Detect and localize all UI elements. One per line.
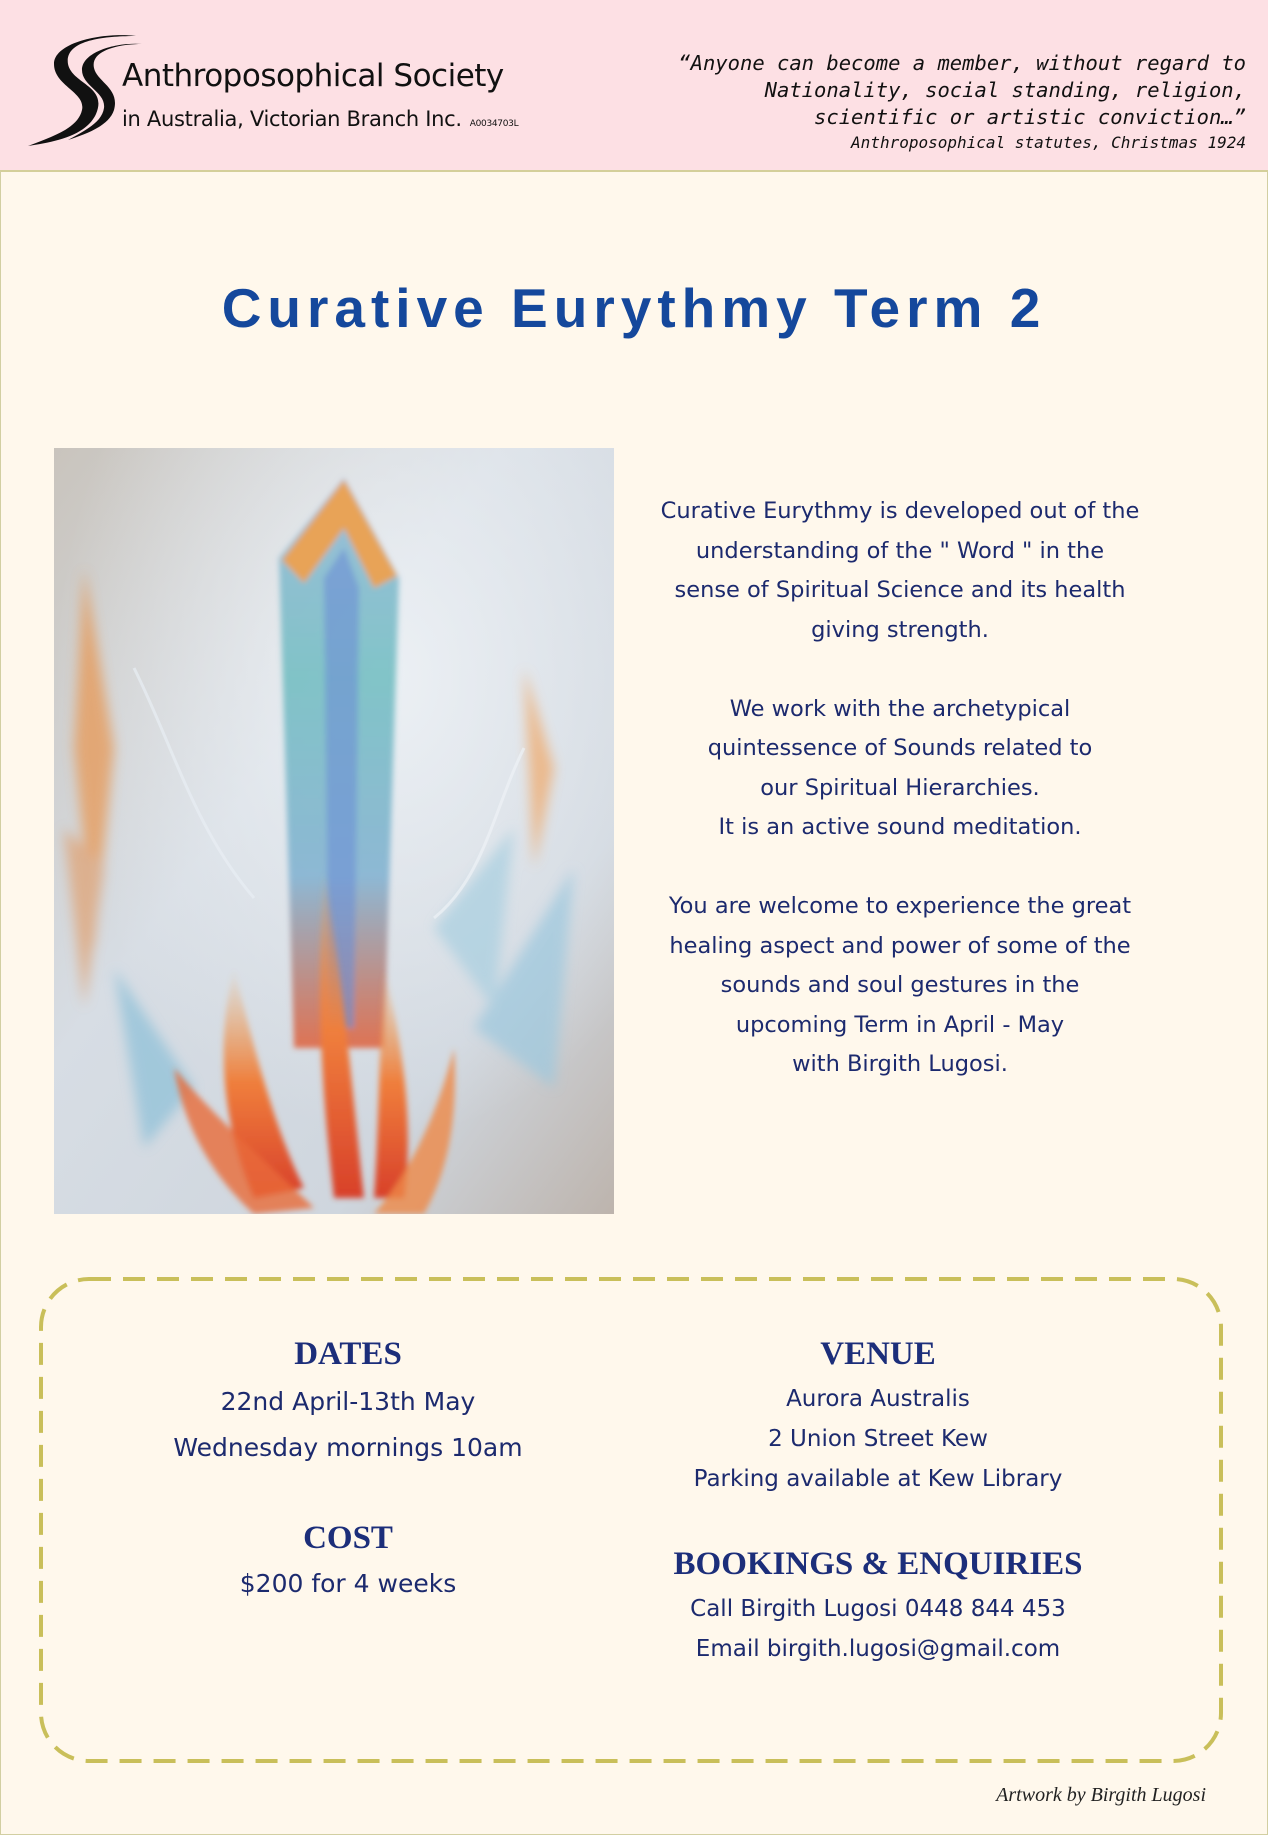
quote-line: Nationality, social standing, religion, bbox=[764, 78, 1246, 102]
org-registration: A0034703L bbox=[469, 119, 519, 129]
bookings-email[interactable]: Email birgith.lugosi@gmail.com bbox=[695, 1636, 1061, 1662]
page-title: Curative Eurythmy Term 2 bbox=[221, 277, 1047, 339]
venue-heading: VENUE bbox=[820, 1336, 936, 1372]
description-paragraph bbox=[640, 690, 1160, 848]
cost-section bbox=[118, 1520, 578, 1607]
membership-quote bbox=[546, 50, 1246, 154]
bookings-phone: Call Birgith Lugosi 0448 844 453 bbox=[690, 1596, 1066, 1622]
description bbox=[640, 492, 1160, 1085]
artwork-credit: Artwork by Birgith Lugosi bbox=[996, 1784, 1206, 1806]
venue-address: 2 Union Street Kew bbox=[768, 1426, 988, 1452]
dates-time: Wednesday mornings 10am bbox=[173, 1433, 523, 1462]
description-line: It is an active sound meditation. bbox=[718, 814, 1082, 840]
description-line: our Spiritual Hierarchies. bbox=[760, 774, 1040, 801]
description-paragraph bbox=[640, 492, 1160, 650]
description-line: Curative Eurythmy is developed out of the bbox=[660, 498, 1140, 524]
description-line: quintessence of Sounds related to bbox=[707, 735, 1093, 761]
venue-parking: Parking available at Kew Library bbox=[693, 1466, 1063, 1492]
venue-name: Aurora Australis bbox=[786, 1386, 970, 1412]
header-banner bbox=[0, 0, 1268, 170]
description-line: healing aspect and power of some of the bbox=[669, 932, 1131, 959]
description-line: You are welcome to experience the great bbox=[668, 893, 1132, 919]
bookings-section bbox=[618, 1546, 1138, 1669]
description-line: understanding of the " Word " in the bbox=[695, 537, 1105, 564]
dates-heading: DATES bbox=[294, 1336, 402, 1372]
dates-range: 22nd April-13th May bbox=[220, 1387, 476, 1416]
description-line: with Birgith Lugosi. bbox=[792, 1051, 1008, 1077]
description-line: We work with the archetypical bbox=[729, 695, 1071, 722]
org-name: Anthroposophical Society bbox=[122, 58, 504, 94]
dates-section bbox=[118, 1336, 578, 1471]
org-subtitle bbox=[122, 107, 518, 131]
bookings-heading: BOOKINGS & ENQUIRIES bbox=[673, 1546, 1083, 1582]
quote-line: “Anyone can become a member, without regard to bbox=[678, 51, 1246, 75]
venue-section bbox=[638, 1336, 1118, 1499]
description-line: upcoming Term in April - May bbox=[735, 1011, 1065, 1038]
artwork-painting bbox=[54, 448, 614, 1214]
org-sub-text: in Australia, Victorian Branch Inc. bbox=[122, 107, 462, 131]
quote-line: scientific or artistic conviction…” bbox=[814, 105, 1246, 129]
description-line: sense of Spiritual Science and its health bbox=[674, 577, 1126, 603]
cost-value: $200 for 4 weeks bbox=[239, 1569, 457, 1598]
description-line: giving strength. bbox=[811, 616, 989, 643]
quote-source: Anthroposophical statutes, Christmas 1924 bbox=[851, 133, 1246, 152]
description-line: sounds and soul gestures in the bbox=[720, 972, 1080, 998]
description-paragraph bbox=[640, 887, 1160, 1085]
info-box bbox=[38, 1276, 1224, 1764]
cost-heading: COST bbox=[303, 1520, 393, 1556]
